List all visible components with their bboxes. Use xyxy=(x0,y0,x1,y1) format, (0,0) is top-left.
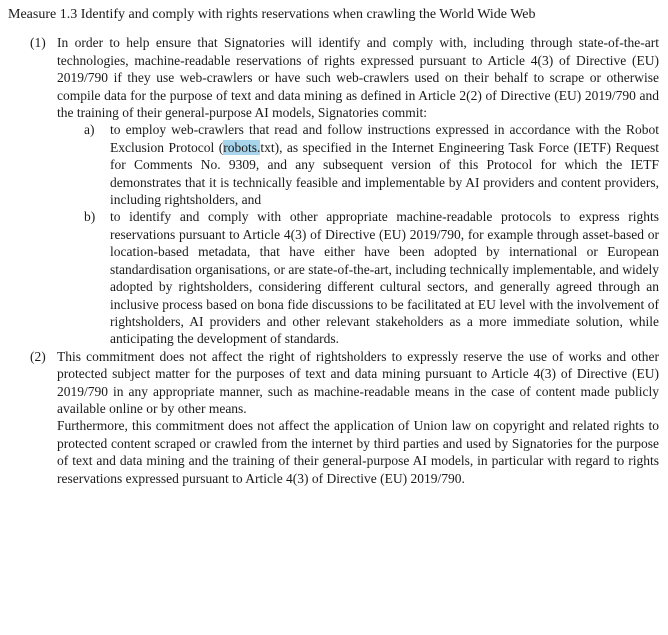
robots-txt-highlight: robots. xyxy=(223,139,261,155)
subparagraph-a-text-before: to employ web-crawlers that read and follow instructions expressed in accordance with the Robot Exclusion Protocol ( xyxy=(110,122,659,155)
paragraph-2 xyxy=(0,348,668,418)
subparagraph-b-text: to identify and comply with other appropriate machine-readable protocols to express rights reservations pursuant to Article 4(3) of Directive (EU) 2019/790, for example through asset-based or location-based metadata, that have either have been adopted by international or European standardisation organisations, or are state-of-the-art, including technically implementable, and widely adopted by rightsholders, considering different cultural sectors, and generally agreed through an inclusive process based on bona fide discussions to be facilitated at EU level with the involvement of rightsholders, AI providers and other relevant stakeholders as a more immediate solution, while anticipating the development of standards. xyxy=(110,209,659,347)
subparagraph-a xyxy=(0,121,668,208)
paragraph-furthermore xyxy=(0,417,668,487)
subparagraph-b xyxy=(0,208,668,347)
paragraph-2-text: This commitment does not affect the right of rightsholders to expressly reserve the use of works and other protected subject matter for the purposes of text and data mining pursuant to Article 4(3) of Directive (EU) 2019/790 in any appropriate manner, such as machine-readable means in the case of content made publicly available online or by other means. xyxy=(57,348,659,416)
subparagraph-a-marker: a) xyxy=(84,122,95,138)
paragraph-furthermore-text: Furthermore, this commitment does not affect the application of Union law on copyright and related rights to protected content scraped or crawled from the internet by third parties and used by Signatories for the purpose of text and data mining and the training of their general-purpose AI models, in particular with regard to rights reservations expressed pursuant to Article 4(3) of Directive (EU) 2019/790. xyxy=(57,418,659,486)
subparagraph-b-marker: b) xyxy=(84,209,96,225)
paragraph-1-number: (1) xyxy=(30,35,46,51)
measure-heading: Measure 1.3 Identify and comply with rights reservations when crawling the World Wide Web xyxy=(8,7,536,22)
paragraph-1-text: In order to help ensure that Signatories will identify and comply with, including through state-of-the-art technologies, machine-readable reservations of rights expressed pursuant to Article 4(3) of Directive (EU) 2019/790 if they use web-crawlers or have such web-crawlers used on their behalf to scrape or otherwise compile data for the purpose of text and data mining as defined in Article 2(2) of Directive (EU) 2019/790 and the training of their general-purpose AI models, Signatories commit: xyxy=(57,35,659,121)
subparagraph-a-text-after: txt), as specified in the Internet Engineering Task Force (IETF) Request for Comments No. 9309, and any subsequent version of this Protocol for which the IETF demonstrates that it is technically feasible and implementable by AI providers and content providers, including rightsholders, and xyxy=(110,139,659,208)
paragraph-2-number: (2) xyxy=(30,348,46,364)
paragraph-1 xyxy=(0,34,668,121)
